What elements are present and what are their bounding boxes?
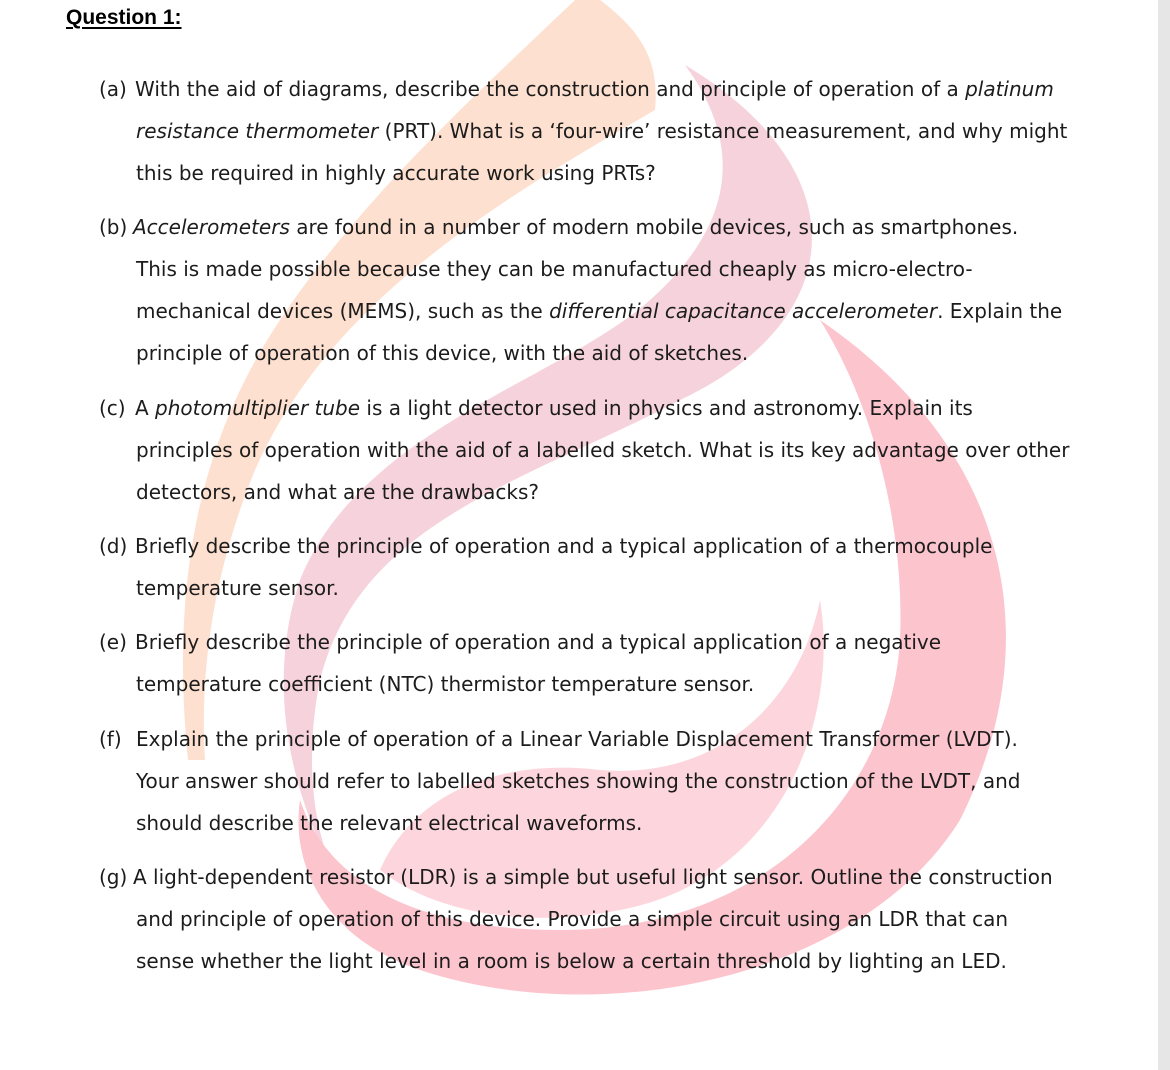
text-run: A light-dependent resistor (LDR) is a simple but useful light sensor. Outline the construction <box>133 865 1053 889</box>
text-run: mechanical devices (MEMS), such as the <box>136 299 550 323</box>
question-line <box>99 332 1129 374</box>
part-label: (b) <box>99 215 128 239</box>
text-run: detectors, and what are the drawbacks? <box>136 480 540 504</box>
italic-term: platinum <box>965 77 1054 101</box>
question-line <box>99 248 1129 290</box>
text-run: are found in a number of modern mobile devices, such as smartphones. <box>289 215 1019 239</box>
question-line <box>99 898 1129 940</box>
question-part-d <box>99 525 1129 609</box>
italic-term: differential capacitance accelerometer <box>549 299 938 323</box>
part-label: (f) <box>99 727 122 751</box>
question-line <box>99 567 1129 609</box>
question-line <box>99 802 1129 844</box>
question-part-f <box>99 718 1129 844</box>
text-run: This is made possible because they can be manufactured cheaply as micro-electro- <box>136 257 973 281</box>
text-run: (PRT). What is a ‘four-wire’ resistance measurement, and why might <box>378 119 1068 143</box>
question-part-c <box>99 387 1129 513</box>
text-run: Briefly describe the principle of operation and a typical application of a negative <box>135 630 942 654</box>
part-label: (d) <box>99 534 128 558</box>
question-line <box>99 718 1129 760</box>
question-heading: Question 1: <box>66 6 182 29</box>
part-label: (g) <box>99 865 128 889</box>
question-part-g <box>99 856 1129 982</box>
text-run: Briefly describe the principle of operation and a typical application of a thermocouple <box>135 534 993 558</box>
question-line <box>99 525 1129 567</box>
part-label: (e) <box>99 630 127 654</box>
question-line <box>99 621 1129 663</box>
text-run: . Explain the <box>937 299 1063 323</box>
text-run: and principle of operation of this device. Provide a simple circuit using an LDR that can <box>136 907 1009 931</box>
text-run: temperature coefficient (NTC) thermistor temperature sensor. <box>136 672 755 696</box>
italic-term: Accelerometers <box>133 215 290 239</box>
part-label: (a) <box>99 77 127 101</box>
text-run: Your answer should refer to labelled sketches showing the construction of the LVDT, and <box>136 769 1021 793</box>
text-run: this be required in highly accurate work using PRTs? <box>136 161 656 185</box>
text-run: With the aid of diagrams, describe the construction and principle of operation of a <box>135 77 966 101</box>
question-line <box>99 429 1129 471</box>
text-run: principle of operation of this device, with the aid of sketches. <box>136 341 749 365</box>
question-line <box>99 387 1129 429</box>
question-line <box>99 760 1129 802</box>
part-label: (c) <box>99 396 126 420</box>
text-run: temperature sensor. <box>136 576 339 600</box>
text-run: A <box>135 396 156 420</box>
question-line <box>99 110 1129 152</box>
italic-term: resistance thermometer <box>136 119 379 143</box>
question-line <box>99 68 1129 110</box>
question-line <box>99 663 1129 705</box>
question-line <box>99 856 1129 898</box>
question-line <box>99 471 1129 513</box>
text-run: is a light detector used in physics and astronomy. Explain its <box>360 396 973 420</box>
text-run: Explain the principle of operation of a Linear Variable Displacement Transformer (LVDT). <box>136 727 1018 751</box>
question-part-a <box>99 68 1129 194</box>
question-line <box>99 940 1129 982</box>
italic-term: photomultiplier tube <box>155 396 361 420</box>
question-part-b <box>99 206 1129 374</box>
question-line <box>99 290 1129 332</box>
text-run: principles of operation with the aid of a labelled sketch. What is its key advantage over other <box>136 438 1070 462</box>
text-run: sense whether the light level in a room is below a certain threshold by lighting an LED. <box>136 949 1007 973</box>
text-run: should describe the relevant electrical waveforms. <box>136 811 643 835</box>
question-part-e <box>99 621 1129 705</box>
question-line <box>99 206 1129 248</box>
page-edge-scrollbar <box>1158 0 1170 1070</box>
question-line <box>99 152 1129 194</box>
